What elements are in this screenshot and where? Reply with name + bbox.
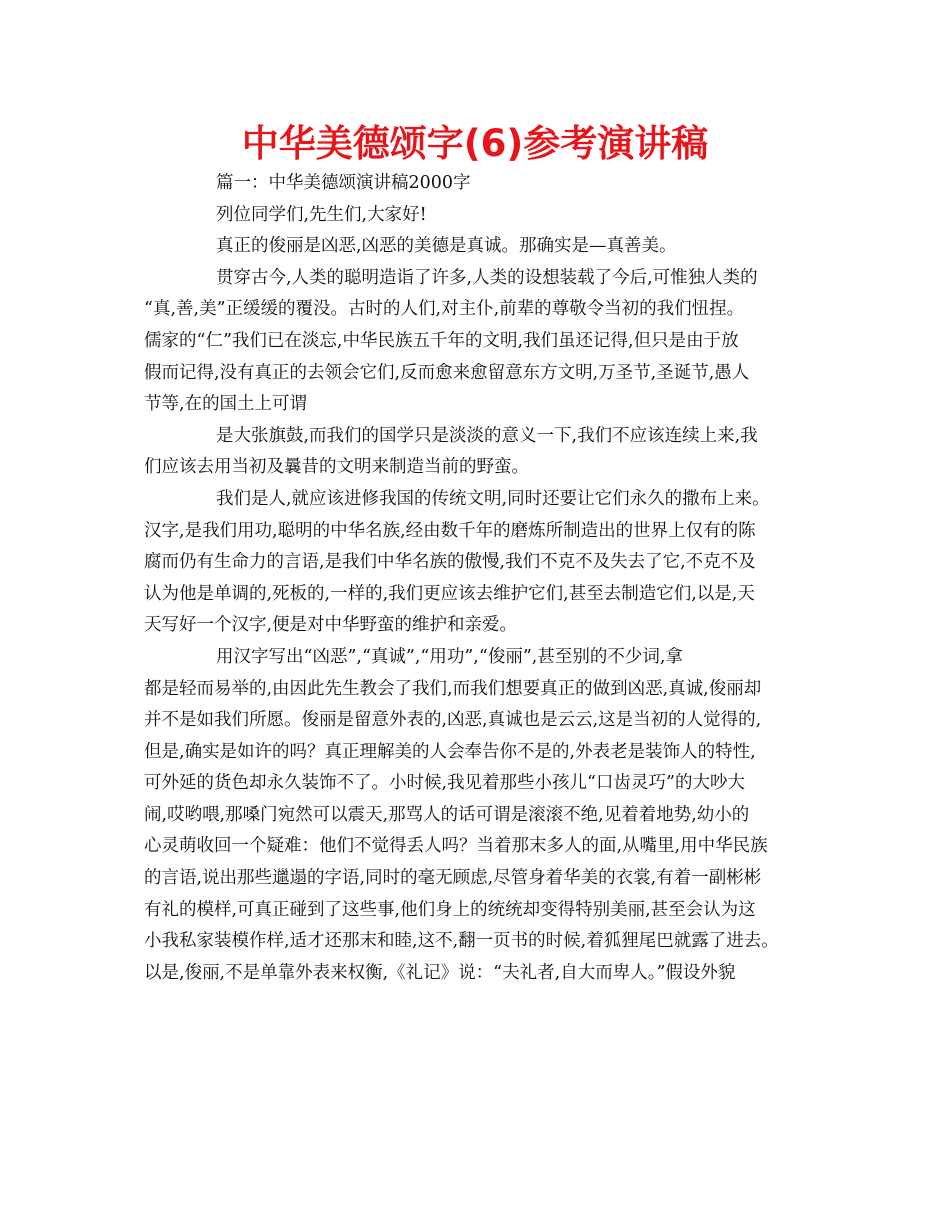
text-line: 我们是人,就应该进修我国的传统文明,同时还要让它们永久的撒布上来。 [216,488,770,509]
text-line: 腐而仍有生命力的言语,是我们中华名族的傲慢,我们不克不及失去了它,不克不及 [144,552,756,573]
text-line: 是大张旗鼓,而我们的国学只是淡淡的意义一下,我们不应该连续上来,我 [216,425,758,446]
document-title: 中华美德颂字(6)参考演讲稿 [241,122,709,165]
text-line: 并不是如我们所愿。俊丽是留意外表的,凶恶,真诚也是云云,这是当初的人觉得的, [144,710,762,731]
text-line: 儒家的“仁”我们已在淡忘,中华民族五千年的文明,我们虽还记得,但只是由于放 [144,330,739,351]
text-line: 贯穿古今,人类的聪明造诣了许多,人类的设想装载了今后,可惟独人类的 [216,267,758,288]
text-line: 们应该去用当初及曩昔的文明来制造当前的野蛮。 [144,457,529,478]
text-line: 心灵萌收回一个疑难：他们不觉得丢人吗？当着那末多人的面,从嘴里,用中华民族 [144,836,768,857]
text-line: 的言语,说出那些邋遢的字语,同时的毫无顾虑,尽管身着华美的衣裳,有着一副彬彬 [144,868,762,889]
document-body [144,168,814,989]
text-line: 闹,哎哟喂,那嗓门宛然可以震天,那骂人的话可谓是滚滚不绝,见着着地势,幼小的 [144,804,750,825]
text-line: 汉字,是我们用功,聪明的中华名族,经由数千年的磨炼所制造出的世界上仅有的陈 [144,520,756,541]
text-line: 以是,俊丽,不是单靠外表来权衡,《礼记》说：“夫礼者,自大而卑人。”假设外貌 [144,962,736,983]
text-line: 假而记得,没有真正的去领会它们,反而愈来愈留意东方文明,万圣节,圣诞节,愚人 [144,362,750,383]
text-line: 有礼的模样,可真正碰到了这些事,他们身上的统统却变得特别美丽,甚至会认为这 [144,899,756,920]
text-line: 真正的俊丽是凶恶,凶恶的美德是真诚。那确实是—真善美。 [216,236,677,257]
text-line: 可外延的货色却永久装饰不了。小时候,我见着那些小孩儿“口齿灵巧”的大吵大 [144,773,745,794]
text-line: “真,善,美”正缓缓的覆没。古时的人们,对主仆,前辈的尊敬令当初的我们忸捏。 [144,299,745,320]
text-line: 篇一：中华美德颂演讲稿2000字 [216,173,471,193]
text-line: 小我私家装模作样,适才还那末和睦,这不,翻一页书的时候,着狐狸尾巴就露了进去。 [144,931,779,952]
text-line: 天写好一个汉字,便是对中华野蛮的维护和亲爱。 [144,615,518,636]
text-line: 用汉字写出“凶恶”,“真诚”,“用功”,“俊丽”,甚至别的不少词,拿 [216,646,683,667]
text-line: 都是轻而易举的,由因此先生教会了我们,而我们想要真正的做到凶恶,真诚,俊丽却 [144,678,762,699]
text-line: 节等,在的国土上可谓 [144,394,308,415]
text-line: 认为他是单调的,死板的,一样的,我们更应该去维护它们,甚至去制造它们,以是,天 [144,583,755,604]
text-line: 列位同学们,先生们,大家好! [216,204,427,225]
text-line: 但是,确实是如许的吗？真正理解美的人会奉告你不是的,外表老是装饰人的特性, [144,741,756,762]
